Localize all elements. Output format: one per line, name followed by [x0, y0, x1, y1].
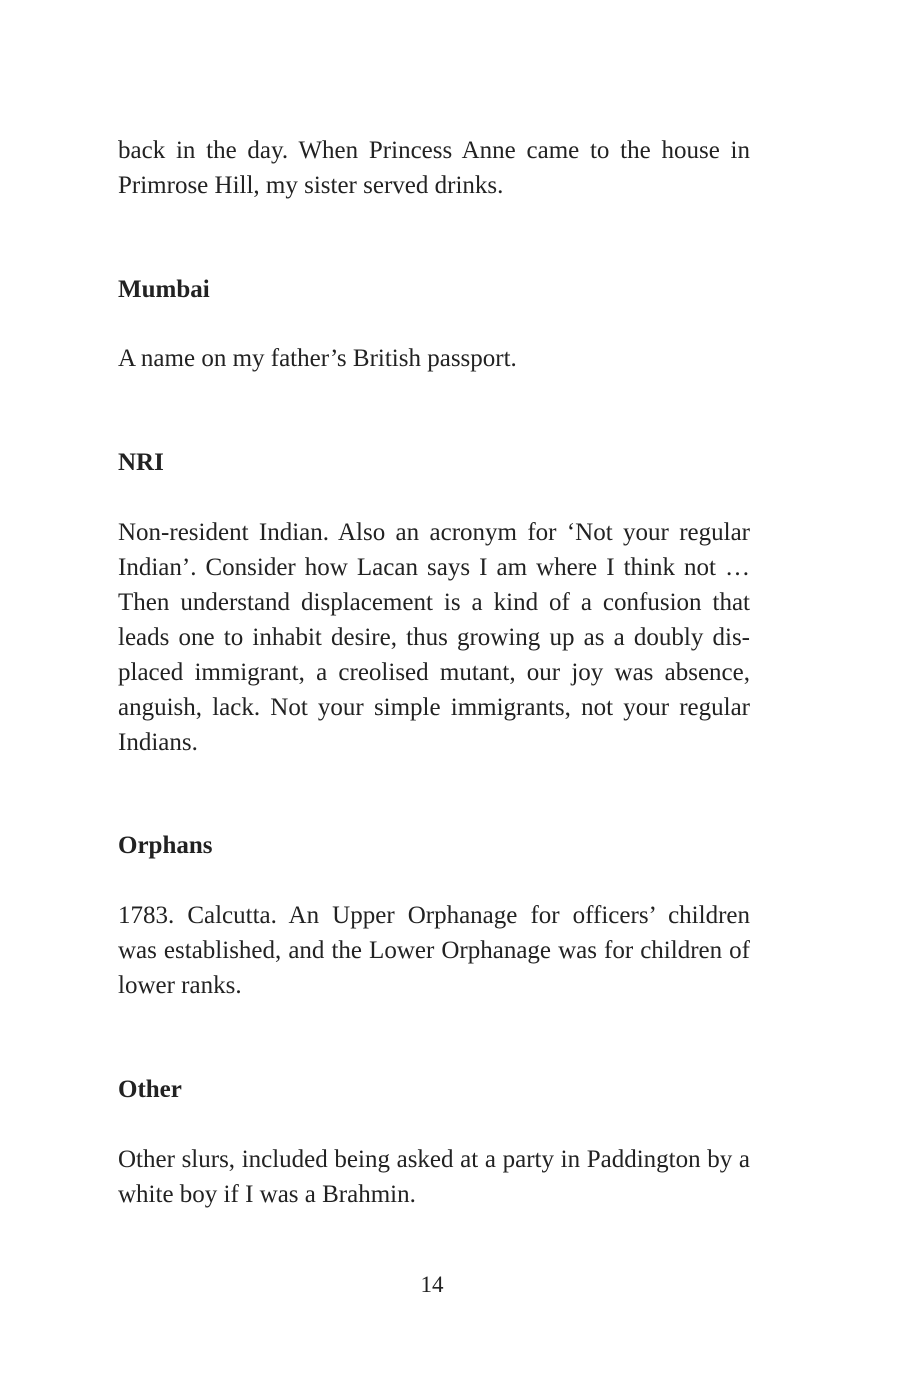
intro-line: back in the day. When Princess Anne came to the house in: [118, 137, 750, 164]
entry-heading: NRI: [118, 449, 164, 476]
entry-line: Indians.: [118, 729, 198, 756]
entry-heading: Orphans: [118, 832, 213, 859]
entry-line: 1783. Calcutta. An Upper Orphanage for officers’ children: [118, 902, 750, 929]
entry-line: Non-resident Indian. Also an acronym for ‘Not your regular: [118, 519, 750, 546]
intro-line: Primrose Hill, my sister served drinks.: [118, 172, 504, 199]
entry-line: anguish, lack. Not your simple immigrants, not your regular: [118, 694, 750, 721]
entry-line: Then understand displacement is a kind of a confusion that: [118, 589, 750, 616]
entry-heading: Other: [118, 1076, 182, 1103]
entry-line: Other slurs, included being asked at a party in Paddington by a: [118, 1146, 750, 1173]
entry-line: white boy if I was a Brahmin.: [118, 1181, 416, 1208]
page-number: 14: [420, 1272, 444, 1297]
entry-heading: Mumbai: [118, 276, 210, 303]
entry-line: leads one to inhabit desire, thus growing up as a doubly dis-: [118, 624, 750, 651]
entry-line: lower ranks.: [118, 972, 242, 999]
entry-line: placed immigrant, a creolised mutant, our joy was absence,: [118, 659, 750, 686]
entry-line: A name on my father’s British passport.: [118, 345, 517, 372]
entry-line: was established, and the Lower Orphanage was for children of: [118, 937, 750, 964]
entry-line: Indian’. Consider how Lacan says I am where I think not …: [118, 554, 750, 581]
